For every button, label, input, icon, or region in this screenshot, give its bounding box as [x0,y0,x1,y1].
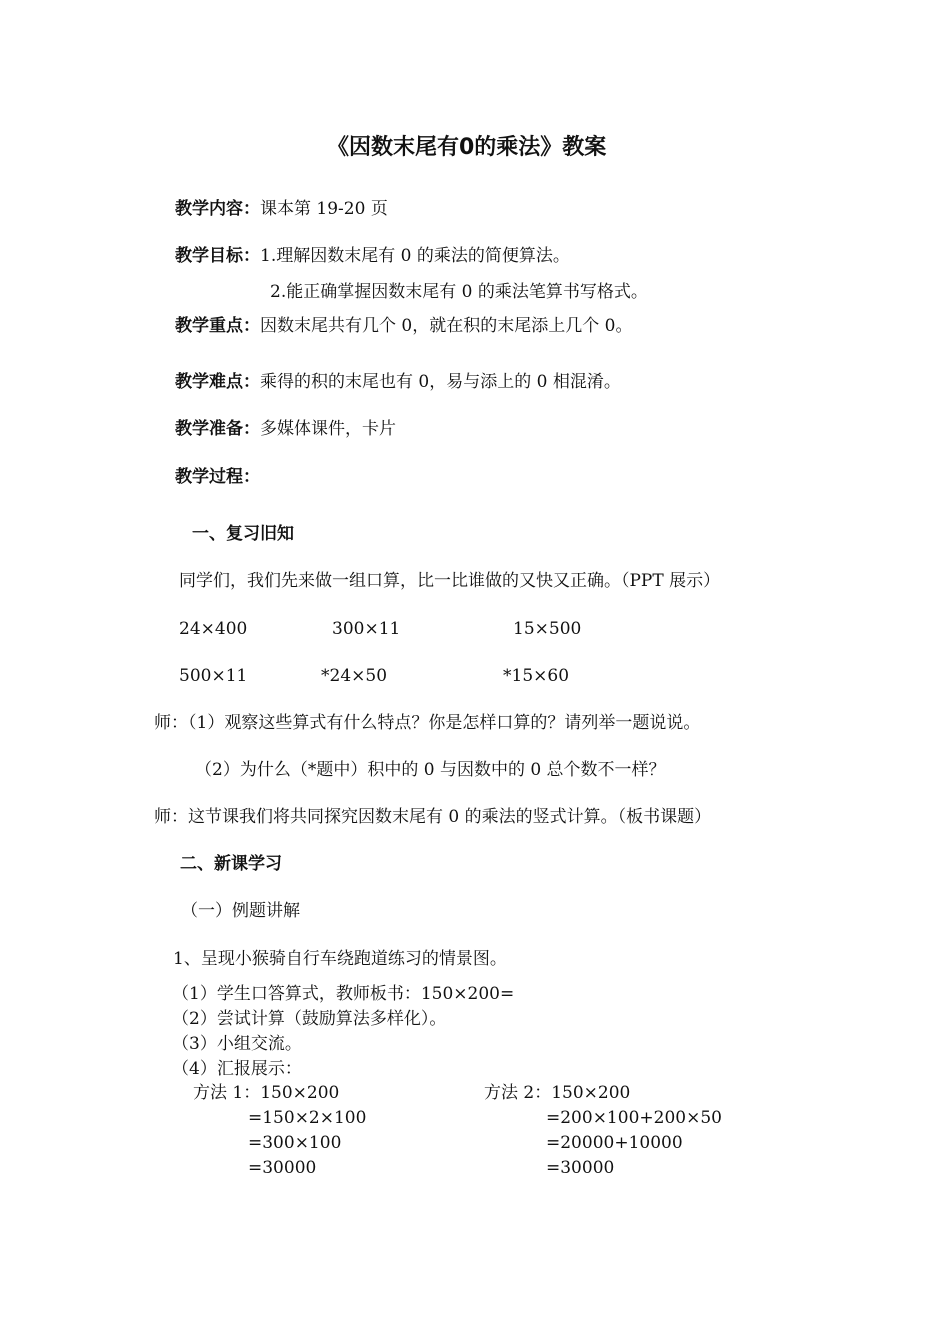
teaching-goals-label: 教学目标： [175,246,260,266]
teaching-goal-2: 2.能正确掌握因数末尾有 0 的乘法笔算书写格式。 [270,282,648,302]
teacher-question-2: （2）为什么（*题中）积中的 0 与因数中的 0 总个数不一样？ [195,760,666,780]
section2-subheading: （一）例题讲解 [181,901,300,921]
step-3: （3）小组交流。 [172,1034,302,1054]
step-2: （2）尝试计算（鼓励算法多样化）。 [172,1009,447,1029]
teaching-goals [175,245,570,267]
teaching-preparation-value: 多媒体课件，卡片 [260,419,396,439]
oral-calc-5: *24×50 [321,666,388,686]
teacher-transition: 师：这节课我们将共同探究因数末尾有 0 的乘法的竖式计算。（板书课题） [154,807,712,827]
teaching-difficulty-value: 乘得的积的末尾也有 0，易与添上的 0 相混淆。 [260,372,621,392]
section1-intro: 同学们，我们先来做一组口算，比一比谁做的又快又正确。（PPT 展示） [179,571,721,591]
teaching-difficulty-label: 教学难点： [175,372,260,392]
example-item-1: 1、呈现小猴骑自行车绕跑道练习的情景图。 [173,949,507,969]
teaching-content [175,198,388,220]
section1-heading: 一、复习旧知 [192,524,294,544]
teaching-goal-1: 1.理解因数末尾有 0 的乘法的简便算法。 [260,246,570,266]
oral-calc-6: *15×60 [503,666,570,686]
teacher-question-1: 师：（1）观察这些算式有什么特点？你是怎样口算的？请列举一题说说。 [154,713,701,733]
method-2-line-2: =200×100+200×50 [546,1108,722,1128]
step-1: （1）学生口答算式，教师板书：150×200= [172,984,515,1004]
oral-calc-4: 500×11 [179,666,248,686]
teaching-focus-label: 教学重点： [175,316,260,336]
method-2-line-1: 方法 2：150×200 [484,1083,631,1103]
method-1-line-4: =30000 [248,1158,317,1178]
method-1-line-1: 方法 1：150×200 [193,1083,340,1103]
teaching-content-value: 课本第 19-20 页 [260,199,388,219]
method-1-line-3: =300×100 [248,1133,342,1153]
oral-calc-3: 15×500 [513,619,582,639]
teaching-preparation [175,418,396,440]
oral-calc-1: 24×400 [179,619,248,639]
method-1-line-2: =150×2×100 [248,1108,367,1128]
teaching-content-label: 教学内容： [175,199,260,219]
teaching-difficulty [175,371,621,393]
step-4: （4）汇报展示： [172,1059,302,1079]
teaching-preparation-label: 教学准备： [175,419,260,439]
teaching-focus [175,315,632,337]
method-2-line-3: =20000+10000 [546,1133,683,1153]
document-title: 《因数末尾有0的乘法》教案 [327,135,607,160]
oral-calc-2: 300×11 [332,619,401,639]
teaching-focus-value: 因数末尾共有几个 0，就在积的末尾添上几个 0。 [260,316,633,336]
method-2-line-4: =30000 [546,1158,615,1178]
section2-heading: 二、新课学习 [180,854,282,874]
teaching-process-label: 教学过程： [175,467,260,487]
